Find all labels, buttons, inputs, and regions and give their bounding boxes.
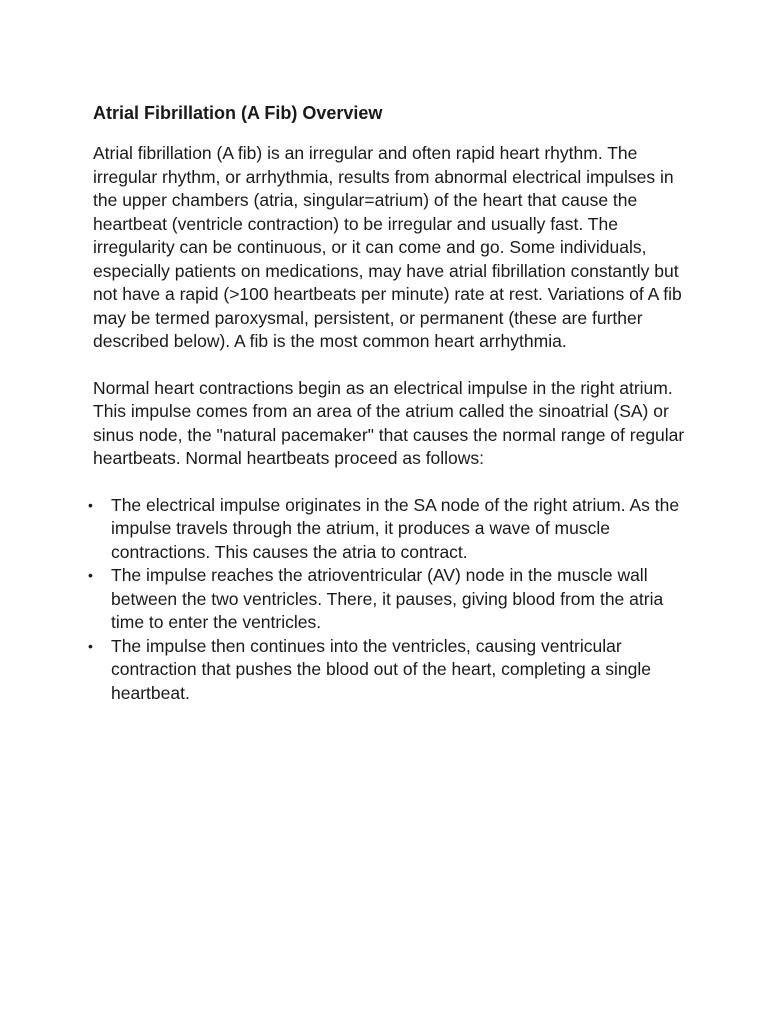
bullet-icon: • bbox=[88, 567, 93, 583]
list-item bbox=[88, 494, 693, 565]
list-item-text: The impulse reaches the atrioventricular (AV) node in the muscle wall between the two ventricles. There, it pauses, giving blood from the atria time to enter the ventricles. bbox=[111, 565, 664, 632]
heartbeat-steps-list bbox=[88, 494, 693, 706]
paragraph-overview: Atrial fibrillation (A fib) is an irregular and often rapid heart rhythm. The irregular rhythm, or arrhythmia, results from abnormal electrical impulses in the upper chambers (atria, singular=atrium) of the heart that cause the heartbeat (ventricle contraction) to be irregular and usually fast. The irregularity can be continuous, or it can come and go. Some individuals, especially patients on medications, may have atrial fibrillation constantly but not have a rapid (>100 heartbeats per minute) rate at rest. Variations of A fib may be termed paroxysmal, persistent, or permanent (these are further described below). A fib is the most common heart arrhythmia. bbox=[93, 143, 682, 351]
list-item-text: The impulse then continues into the ventricles, causing ventricular contraction that pushes the blood out of the heart, completing a single heartbeat. bbox=[111, 635, 651, 703]
document-page bbox=[88, 100, 693, 705]
list-item-text: The electrical impulse originates in the SA node of the right atrium. As the impulse travels through the atrium, it produces a wave of muscle contractions. This causes the atria to contract. bbox=[111, 494, 680, 562]
document-title: Atrial Fibrillation (A Fib) Overview bbox=[93, 103, 383, 123]
list-item bbox=[88, 564, 693, 635]
bullet-icon: • bbox=[88, 637, 93, 654]
bullet-icon: • bbox=[88, 496, 93, 513]
paragraph-normal-contractions: Normal heart contractions begin as an electrical impulse in the right atrium. This impulse comes from an area of the atrium called the sinoatrial (SA) or sinus node, the "natural pacemaker" that causes the normal range of regular heartbeats. Normal heartbeats proceed as follows: bbox=[93, 377, 685, 468]
list-item bbox=[88, 635, 693, 706]
